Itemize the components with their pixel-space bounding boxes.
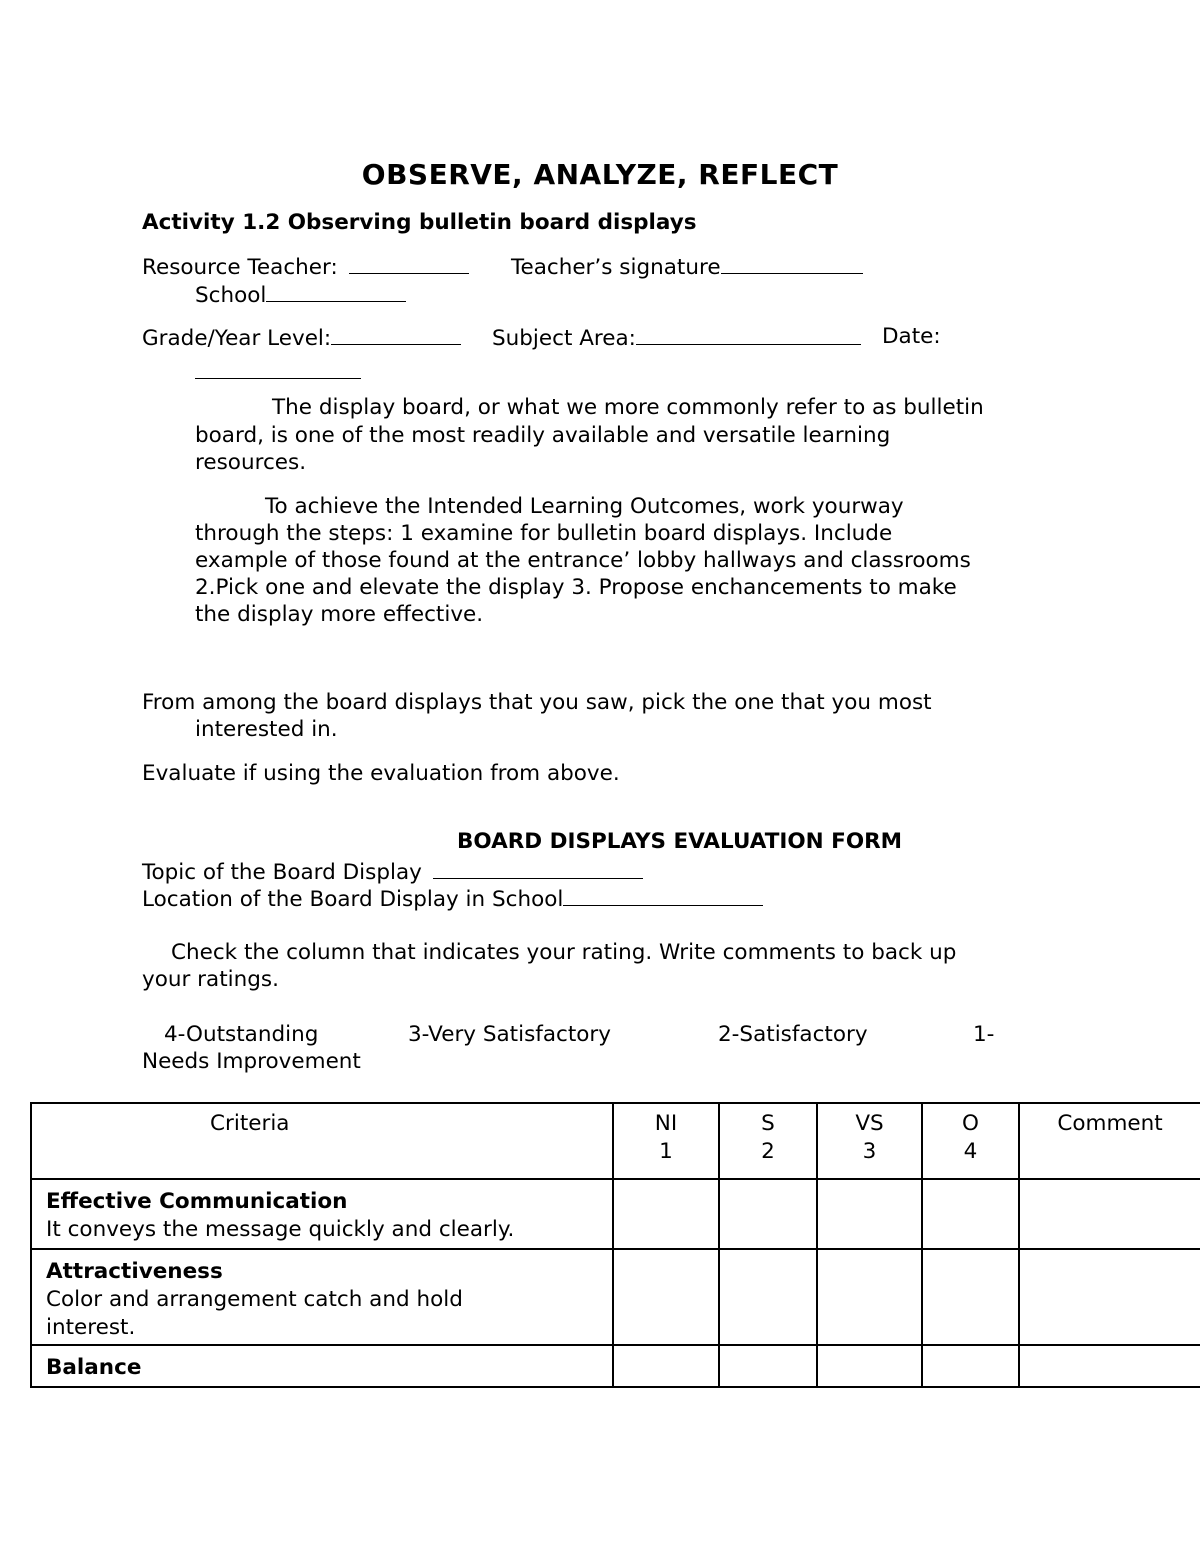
intro-p2-line4: 2.Pick one and elevate the display 3. Propose enchancements to make	[195, 575, 957, 600]
topic-label: Topic of the Board Display	[142, 860, 422, 885]
rating-cell-vs[interactable]	[817, 1345, 922, 1387]
scale-satisfactory: 2-Satisfactory	[718, 1022, 868, 1047]
topic-field	[142, 860, 643, 884]
location-blank	[563, 887, 763, 906]
pick-instruction-line1: From among the board displays that you saw, pick the one that you most	[142, 690, 932, 715]
rating-cell-vs[interactable]	[817, 1179, 922, 1249]
criteria-cell: Balance	[31, 1345, 613, 1387]
comment-cell[interactable]	[1019, 1249, 1200, 1345]
rating-cell-s[interactable]	[719, 1249, 817, 1345]
resource-teacher-label: Resource Teacher:	[142, 255, 338, 280]
grade-level-blank	[331, 326, 461, 345]
date-field	[195, 360, 361, 384]
header-s: S 2	[719, 1103, 817, 1179]
check-instruction-line2: your ratings.	[142, 967, 279, 992]
scale-outstanding: 4-Outstanding	[164, 1022, 319, 1047]
resource-teacher-blank	[349, 255, 469, 274]
rating-cell-ni[interactable]	[613, 1345, 719, 1387]
check-instruction-line1: Check the column that indicates your rating. Write comments to back up	[171, 940, 957, 965]
scale-needs-improvement: Needs Improvement	[142, 1049, 361, 1074]
intro-p2-line1: To achieve the Intended Learning Outcomes, work yourway	[265, 494, 904, 519]
criteria-cell: Attractiveness Color and arrangement catch and hold interest.	[31, 1249, 613, 1345]
subject-area-blank	[636, 326, 861, 345]
subject-area-field	[492, 326, 861, 350]
teacher-signature-blank	[721, 255, 863, 274]
grade-level-field	[142, 326, 461, 350]
header-vs: VS 3	[817, 1103, 922, 1179]
intro-p2-line5: the display more effective.	[195, 602, 484, 627]
rating-cell-o[interactable]	[922, 1345, 1019, 1387]
school-label: School	[195, 283, 267, 308]
rating-cell-ni[interactable]	[613, 1179, 719, 1249]
criteria-cell: Effective Communication It conveys the message quickly and clearly.	[31, 1179, 613, 1249]
rating-cell-o[interactable]	[922, 1249, 1019, 1345]
grade-level-label: Grade/Year Level:	[142, 326, 332, 351]
resource-teacher-field	[142, 255, 469, 279]
rating-cell-vs[interactable]	[817, 1249, 922, 1345]
topic-blank	[433, 860, 643, 879]
evaluation-table	[30, 1102, 1200, 1388]
subject-area-label: Subject Area:	[492, 326, 636, 351]
rating-cell-s[interactable]	[719, 1345, 817, 1387]
intro-p1-line3: resources.	[195, 450, 307, 475]
intro-p2-line2: through the steps: 1 examine for bulletin board displays. Include	[195, 521, 893, 546]
location-label: Location of the Board Display in School	[142, 887, 564, 912]
rating-cell-ni[interactable]	[613, 1249, 719, 1345]
date-label: Date:	[882, 324, 941, 349]
header-comment: Comment	[1019, 1103, 1200, 1179]
school-blank	[266, 283, 406, 302]
table-header-row	[31, 1103, 1200, 1179]
comment-cell[interactable]	[1019, 1179, 1200, 1249]
form-title: BOARD DISPLAYS EVALUATION FORM	[457, 829, 903, 854]
intro-p1-line1: The display board, or what we more commonly refer to as bulletin	[272, 395, 984, 420]
school-field	[195, 283, 406, 307]
activity-heading: Activity 1.2 Observing bulletin board displays	[142, 210, 697, 235]
comment-cell[interactable]	[1019, 1345, 1200, 1387]
rating-cell-o[interactable]	[922, 1179, 1019, 1249]
pick-instruction-line2: interested in.	[195, 717, 338, 742]
header-ni: NI 1	[613, 1103, 719, 1179]
page-title: OBSERVE, ANALYZE, REFLECT	[361, 158, 839, 191]
table-row	[31, 1345, 1200, 1387]
scale-ni-prefix: 1-	[973, 1022, 995, 1047]
teacher-signature-field	[511, 255, 863, 279]
header-o: O 4	[922, 1103, 1019, 1179]
table-row	[31, 1179, 1200, 1249]
rating-cell-s[interactable]	[719, 1179, 817, 1249]
header-criteria: Criteria	[31, 1103, 613, 1179]
intro-p1-line2: board, is one of the most readily available and versatile learning	[195, 423, 891, 448]
location-field	[142, 887, 763, 911]
intro-p2-line3: example of those found at the entrance’ lobby hallways and classrooms	[195, 548, 971, 573]
scale-very-satisfactory: 3-Very Satisfactory	[408, 1022, 611, 1047]
date-blank	[195, 360, 361, 379]
teacher-signature-label: Teacher’s signature	[511, 255, 721, 280]
evaluate-instruction: Evaluate if using the evaluation from above.	[142, 761, 620, 786]
table-row	[31, 1249, 1200, 1345]
